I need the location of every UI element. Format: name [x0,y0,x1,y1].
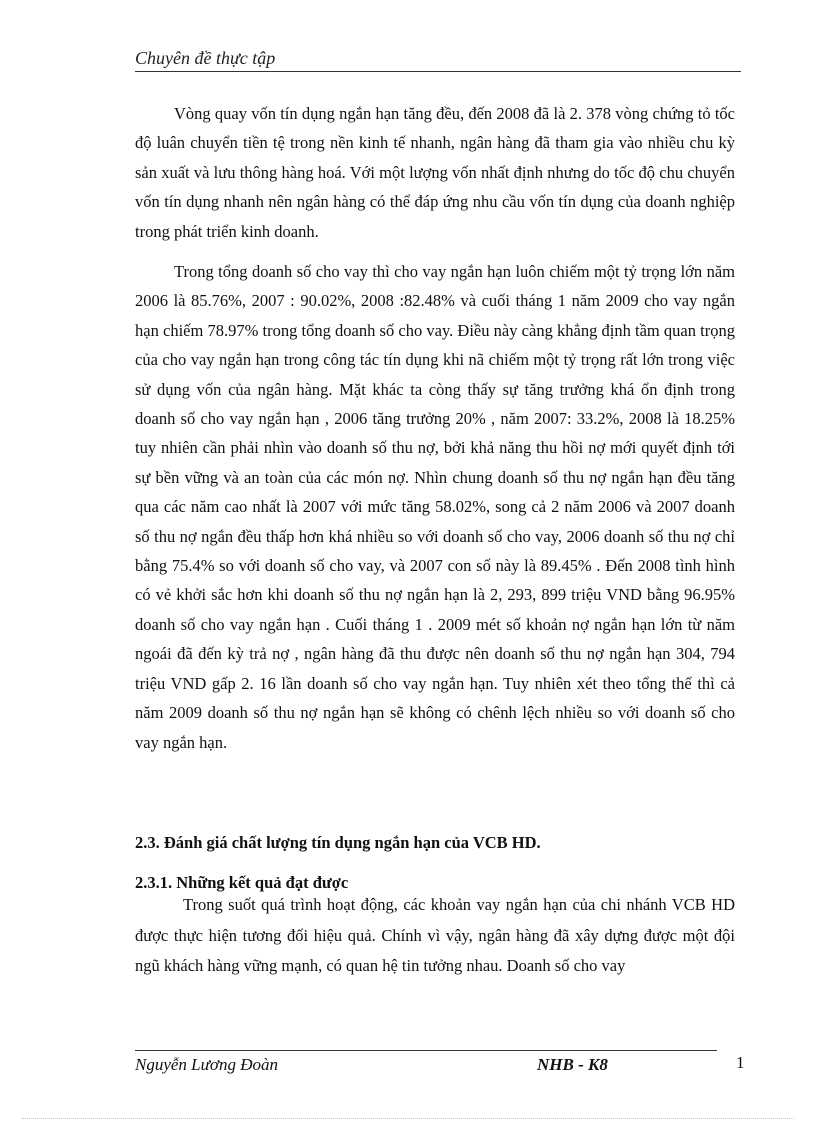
page-number: 1 [736,1053,745,1072]
paragraph-3: Trong suốt quá trình hoạt động, các khoản vay ngắn hạn của chi nhánh VCB HD được thực hiện tương đối hiệu quả. Chính vì vậy, ngân hàng đã xây dựng được một đội ngũ khách hàng vững mạnh, có quan hệ tin tưởng nhau. Doanh số cho vay [135,895,735,975]
paragraph-1: Vòng quay vốn tín dụng ngắn hạn tăng đều, đến 2008 đã là 2. 378 vòng chứng tỏ tốc độ luân chuyển tiền tệ trong nền kinh tế nhanh, ngân hàng đã tham gia vào nhiều chu kỳ sản xuất và lưu thông hàng hoá. Với một lượng vốn nhất định nhưng do tốc độ chu chuyển vốn tín dụng nhanh nên ngân hàng có thể đáp ứng nhu cầu vốn tín dụng của doanh nghiệp trong phát triển kinh doanh. [135,104,735,241]
page-bottom-divider [22,1118,794,1119]
paragraph-2: Trong tổng doanh số cho vay thì cho vay ngắn hạn luôn chiếm một tỷ trọng lớn năm 2006 là 85.76%, 2007 : 90.02%, 2008 :82.48% và cuối tháng 1 năm 2009 cho vay ngắn hạn chiếm 78.97% trong tổng doanh số cho vay. Điều này càng khẳng định tầm quan trọng của cho vay ngắn hạn trong công tác tín dụng khi nã chiếm một tỷ trọng rất lớn trong việc sử dụng vốn của ngân hàng. Mặt khác ta còng thấy sự tăng trưởng khá ổn định trong doanh số cho vay ngắn hạn , 2006 tăng trưởng 20% , năm 2007: 33.2%, 2008 là 18.25% tuy nhiên cần phải nhìn vào doanh số thu nợ, bởi khả năng thu hồi nợ mới quyết định tới sự bền vững và an toàn của các món nợ. Nhìn chung doanh số thu nợ ngắn hạn đều tăng qua các năm cao nhất là 2007 với mức tăng 58.02%, song cả 2 năm 2006 và 2007 doanh số thu nợ ngắn đều thấp hơn khá nhiều so với doanh số cho vay, 2006 doanh số thu nợ chỉ bằng 75.4% so với doanh số cho vay, và 2007 con số này là 89.45% . Đến 2008 tình hình có vẻ khởi sắc hơn khi doanh số thu nợ ngắn hạn là 2, 293, 899 triệu VND bằng 96.95% doanh số cho vay ngắn hạn . Cuối tháng 1 . 2009 mét số khoản nợ ngắn hạn lớn từ năm ngoái đã đến kỳ trả nợ , ngân hàng đã thu được nên doanh số thu nợ ngắn hạn 304, 794 triệu VND gấp 2. 16 lần doanh số cho vay ngắn hạn. Tuy nhiên xét theo tổng thể thì cả năm 2009 doanh số thu nợ ngắn hạn sẽ không có chênh lệch nhiều so với doanh số cho vay ngắn hạn. [135,262,735,752]
footer-author: Nguyễn Lương Đoàn [135,1055,279,1074]
header-rule [135,71,741,72]
subsection-heading: 2.3.1. Những kết quả đạt được [135,873,349,892]
section-heading: 2.3. Đánh giá chất lượng tín dụng ngắn hạn của VCB HD. [135,833,541,852]
header-title: Chuyên đề thực tập [135,48,276,68]
footer-rule [135,1050,717,1051]
footer-class: NHB - K8 [537,1055,608,1074]
